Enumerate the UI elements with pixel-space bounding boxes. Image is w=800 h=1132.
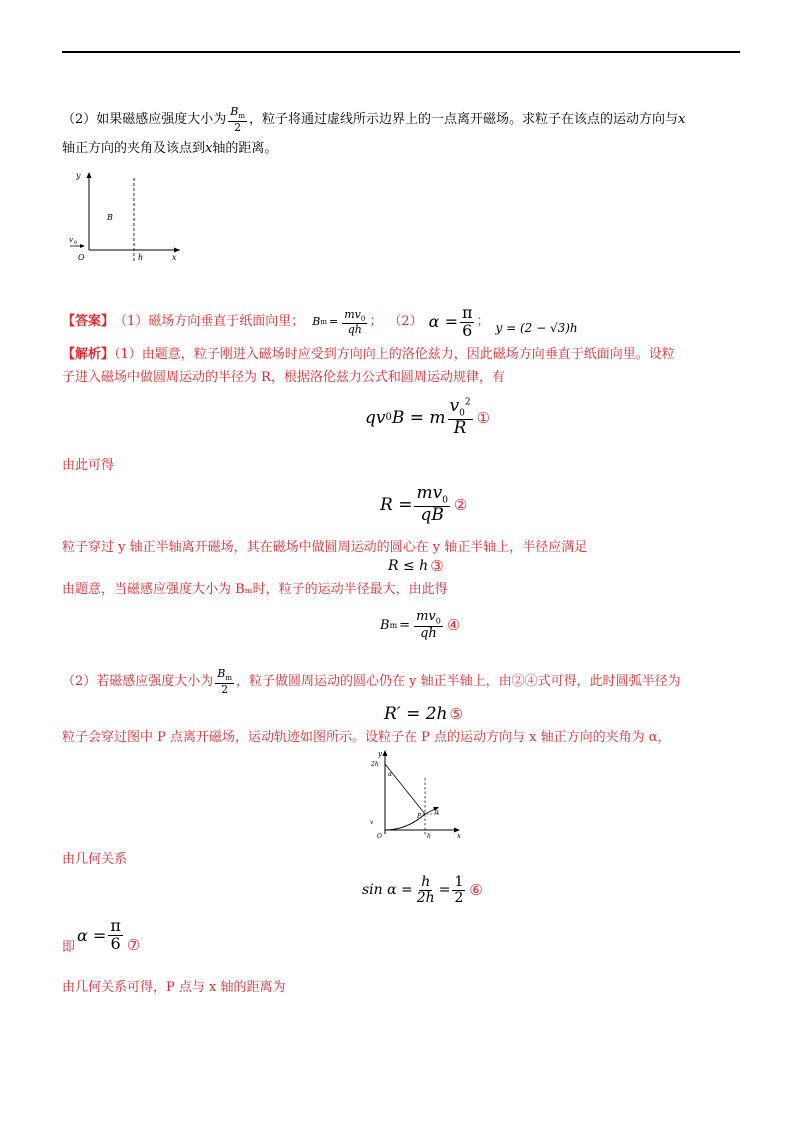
figure-1-field-diagram <box>62 168 187 268</box>
origin-label: O <box>78 253 85 262</box>
alpha-angle-label-2: α <box>435 809 440 816</box>
y-axis-label: y <box>378 750 382 758</box>
analysis-line-8: 由几何关系 <box>62 852 128 867</box>
answer-bm-equation: B m = $\frac{mv_0}{qh}$ <box>312 307 366 337</box>
analysis-line-9: 即 α = $\frac{\pi}{6}$ ⑦ <box>62 916 141 955</box>
analysis-line-2: 子进入磁场中做圆周运动的半径为 R，根据洛伦兹力公式和圆周运动规律，有 <box>62 370 505 385</box>
equation-6: sin α = $\frac{h}{2h}$ = $\frac{1}{2}$ ⑥ <box>362 874 483 906</box>
analysis-line-7: 粒子会穿过图中 P 点离开磁场，运动轨迹如图所示。设粒子在 P 点的运动方向与 x 轴正方向的夹角为 α， <box>62 730 671 745</box>
header-rule <box>62 51 740 53</box>
y-axis-arrow <box>87 172 92 178</box>
y-axis-label: y <box>76 171 81 180</box>
question-line-2 <box>62 139 277 159</box>
answer-tag: 【答案】 <box>62 314 115 330</box>
x-axis-label: x <box>457 832 461 840</box>
answer-sep: ； <box>369 314 383 330</box>
analysis-line-10: 由几何关系可得，P 点与 x 轴的距离为 <box>62 980 286 995</box>
question-text-3: 轴正方向的夹角及该点到 <box>62 141 206 156</box>
h-label: h <box>427 833 431 840</box>
equation-number: ⑤ <box>449 705 463 723</box>
v0-label: v <box>370 819 374 826</box>
answer-part-1: （1）磁场方向垂直于纸面向里； <box>114 314 305 330</box>
equation-number: ③ <box>430 557 444 575</box>
question-text-2: ，粒子将通过虚线所示边界上的一点离开磁场。求粒子在该点的运动方向与 <box>249 112 679 128</box>
question-text: （2）如果磁感应强度大小为 <box>62 112 227 128</box>
bm-half-fraction: $\frac{B_m}{2}$ <box>230 105 246 134</box>
analysis-line-6: （2）若磁感应强度大小为 $\frac{B_m}{2}$ ，粒子做圆周运动的圆心仍在 y 轴正半轴上，由②④式可得，此时圆弧半径为 <box>62 667 681 696</box>
point-p-label: P <box>417 813 422 820</box>
v0-sub: 0 <box>74 240 78 246</box>
answer-part-2: （2） <box>388 314 423 330</box>
origin-label: O <box>377 833 382 840</box>
analysis-tag: 【解析】 <box>62 347 115 362</box>
x-axis-arrow <box>174 248 180 253</box>
equation-2: R = $\frac{mv_0}{qB}$ ② <box>380 483 468 525</box>
question-line-1 <box>62 106 685 133</box>
equation-number: ④ <box>446 616 461 635</box>
equation-3: R ≤ h ③ <box>388 557 444 575</box>
analysis-line-1 <box>62 345 675 365</box>
answer-semicolon: ； <box>476 314 490 330</box>
field-label: B <box>107 213 113 222</box>
h-label: h <box>138 253 144 262</box>
equation-5: R′ = 2h ⑤ <box>384 704 463 724</box>
equation-number: ⑦ <box>126 936 141 955</box>
equation-number: ⑥ <box>469 881 483 900</box>
analysis-line-4: 粒子穿过 y 轴正半轴离开磁场，其在磁场中做圆周运动的圆心在 y 轴正半轴上，半径应满足 <box>62 540 588 555</box>
equation-1: qv 0 B = m $\frac{v_0^2}{R}$ ① <box>365 396 491 438</box>
equation-number: ② <box>453 495 468 514</box>
answer-alpha-equation: α = $\frac{\pi}{6}$ <box>428 303 473 340</box>
y-axis-arrow <box>383 750 388 756</box>
label-2h: 2h <box>371 761 379 768</box>
analysis-line-3: 由此可得 <box>62 458 115 473</box>
analysis-text: （1）由题意，粒子刚进入磁场时应受到方向向上的洛伦兹力，因此磁场方向垂直于纸面向里。设粒 <box>114 347 675 362</box>
x-var: x <box>205 141 213 156</box>
answer-y-equation: y = (2 − √3)h <box>495 321 578 336</box>
v0-label: v <box>69 236 73 244</box>
analysis-line-5: 由题意，当磁感应强度大小为 Bₘ时，粒子的运动半径最大，由此得 <box>62 582 448 597</box>
equation-7: α = $\frac{\pi}{6}$ <box>77 916 121 953</box>
v0-arrowhead <box>80 244 85 248</box>
alpha-angle-label: α <box>388 771 393 778</box>
question-text-4: 轴的距离。 <box>212 141 278 156</box>
x-var: x <box>678 112 686 128</box>
equation-number: ① <box>476 408 491 427</box>
equation-4: B m = $\frac{mv_0}{qh}$ ④ <box>380 609 461 641</box>
x-axis-label: x <box>172 253 177 262</box>
figure-2-trajectory-diagram <box>365 748 465 840</box>
answer-line <box>62 305 578 340</box>
